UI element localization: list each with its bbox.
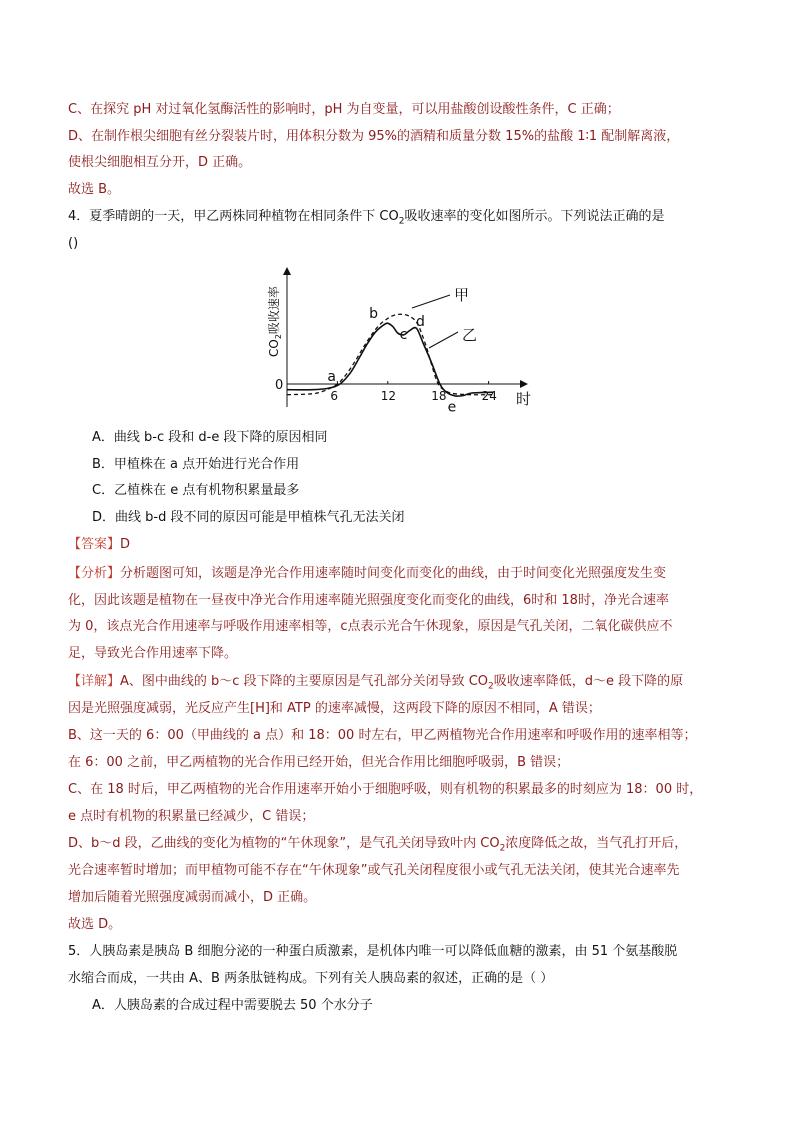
point-label-a: a (327, 369, 336, 385)
q4-option-c: C．乙植株在 e 点有机物积累量最多 (92, 483, 300, 498)
q4-option-a: A．曲线 b-c 段和 d-e 段下降的原因相同 (92, 430, 328, 445)
q3-option-d-explanation: D、在制作根尖细胞有丝分裂装片时，用体积分数为 95%的酒精和质量分数 15%的盐酸 1∶1 配制解离液， (68, 129, 680, 144)
x-tick-label-24: 24 (481, 389, 497, 403)
q4-analysis-line-4: 足，导致光合作用速率下降。 (68, 646, 238, 661)
q3-option-d-explanation-cont: 使根尖细胞相互分开，D 正确。 (68, 155, 252, 170)
q4-detail-a-line-2: 因是光照强度减弱，光反应产生[H]和 ATP 的速率减慢，这两段下降的原因不相同，A 错误； (68, 701, 601, 716)
legend-yi-leader (429, 332, 458, 348)
x-axis-label: 时 (516, 390, 532, 408)
q4-detail-c-line-2: e 点时有机物的积累量已经减少，C 错误； (68, 809, 315, 824)
q4-stem: 4．夏季晴朗的一天，甲乙两株同种植物在相同条件下 $CO_2$吸收速率的变化如图所示。下列说法正确的是 (68, 209, 665, 227)
x-tick-label-6: 6 (330, 389, 339, 403)
x-tick-label-12: 12 (380, 389, 397, 403)
y-axis-label: $CO_2$吸收速率 (267, 286, 283, 357)
q4-stem-bracket: () (68, 236, 79, 251)
q4-detail-d-line-3: 增加后随着光照强度减弱而减小，D 正确。 (68, 890, 317, 905)
point-label-e: e (447, 399, 457, 416)
q4-analysis-line-1: 【分析】分析题图可知，该题是净光合作用速率随时间变化而变化的曲线，由于时间变化光照强度发生变 (68, 566, 667, 581)
q5-stem-line-1: 5．人胰岛素是胰岛 B 细胞分泌的一种蛋白质激素，是机体内唯一可以降低血糖的激素，由 51 个氨基酸脱 (68, 944, 678, 959)
q4-analysis-line-2: 化，因此该题是植物在一昼夜中净光合作用速率随光照强度变化而变化的曲线，6时和 18时，净光合速率 (68, 593, 669, 608)
q5-option-a: A．人胰岛素的合成过程中需要脱去 50 个水分子 (92, 998, 373, 1013)
point-label-c: c (399, 326, 408, 343)
legend-jia-label: 甲 (454, 286, 470, 304)
q3-conclusion: 故选 B。 (68, 182, 121, 197)
x-tick-label-18: 18 (431, 389, 447, 403)
q4-analysis-line-3: 为 0，该点光合作用速率与呼吸作用速率相等，c点表示光合午休现象，原因是气孔关闭，二氧化碳供应不 (68, 619, 673, 634)
q4-detail-d-line-2: 光合速率暂时增加；而甲植物可能不存在“午休现象”或气孔关闭程度很小或气孔无法关闭，使其光合速率先 (68, 863, 680, 878)
q3-option-c-explanation: C、在探究 pH 对过氧化氢酶活性的影响时，pH 为自变量，可以用盐酸创设酸性条件，C 正确； (68, 102, 620, 117)
legend-jia-leader (412, 295, 450, 308)
q4-detail-b-line-1: B、这一天的 6：00（甲曲线的 a 点）和 18：00 时左右，甲乙两植物光合作用速率和呼吸作用的速率相等； (68, 728, 697, 743)
co2-absorption-chart (262, 262, 532, 422)
point-label-b: b (369, 306, 378, 323)
q5-stem-line-2: 水缩合而成，一共由 A、B 两条肽链构成。下列有关人胰岛素的叙述，正确的是（ ） (68, 971, 554, 986)
q4-option-d: D．曲线 b-d 段不同的原因可能是甲植株气孔无法关闭 (92, 510, 405, 525)
q4-answer: 【答案】D (68, 537, 131, 552)
q4-detail-a-line-1: 【详解】A、图中曲线的 b～c 段下降的主要原因是气孔部分关闭导致 $CO_2$吸收速率降低，d～e 段下降的原 (68, 674, 684, 692)
legend-yi-label: 乙 (462, 326, 478, 344)
q4-conclusion: 故选 D。 (68, 917, 122, 932)
q4-detail-b-line-2: 在 6：00 之前，甲乙两植物的光合作用已经开始，但光合作用比细胞呼吸弱，B 错误； (68, 755, 570, 770)
q4-detail-c-line-1: C、在 18 时后，甲乙两植物的光合作用速率开始小于细胞呼吸，则有机物的积累最多的时刻应为 18：00 时， (68, 782, 703, 797)
q4-detail-d-line-1: D、b～d 段，乙曲线的变化为植物的“午休现象”，是气孔关闭导致叶内 $CO_2$浓度降低之故，当气孔打开后， (68, 836, 688, 854)
q4-option-b: B．甲植株在 a 点开始进行光合作用 (92, 457, 300, 472)
origin-label: 0 (275, 378, 284, 393)
point-label-d: d (416, 314, 425, 331)
